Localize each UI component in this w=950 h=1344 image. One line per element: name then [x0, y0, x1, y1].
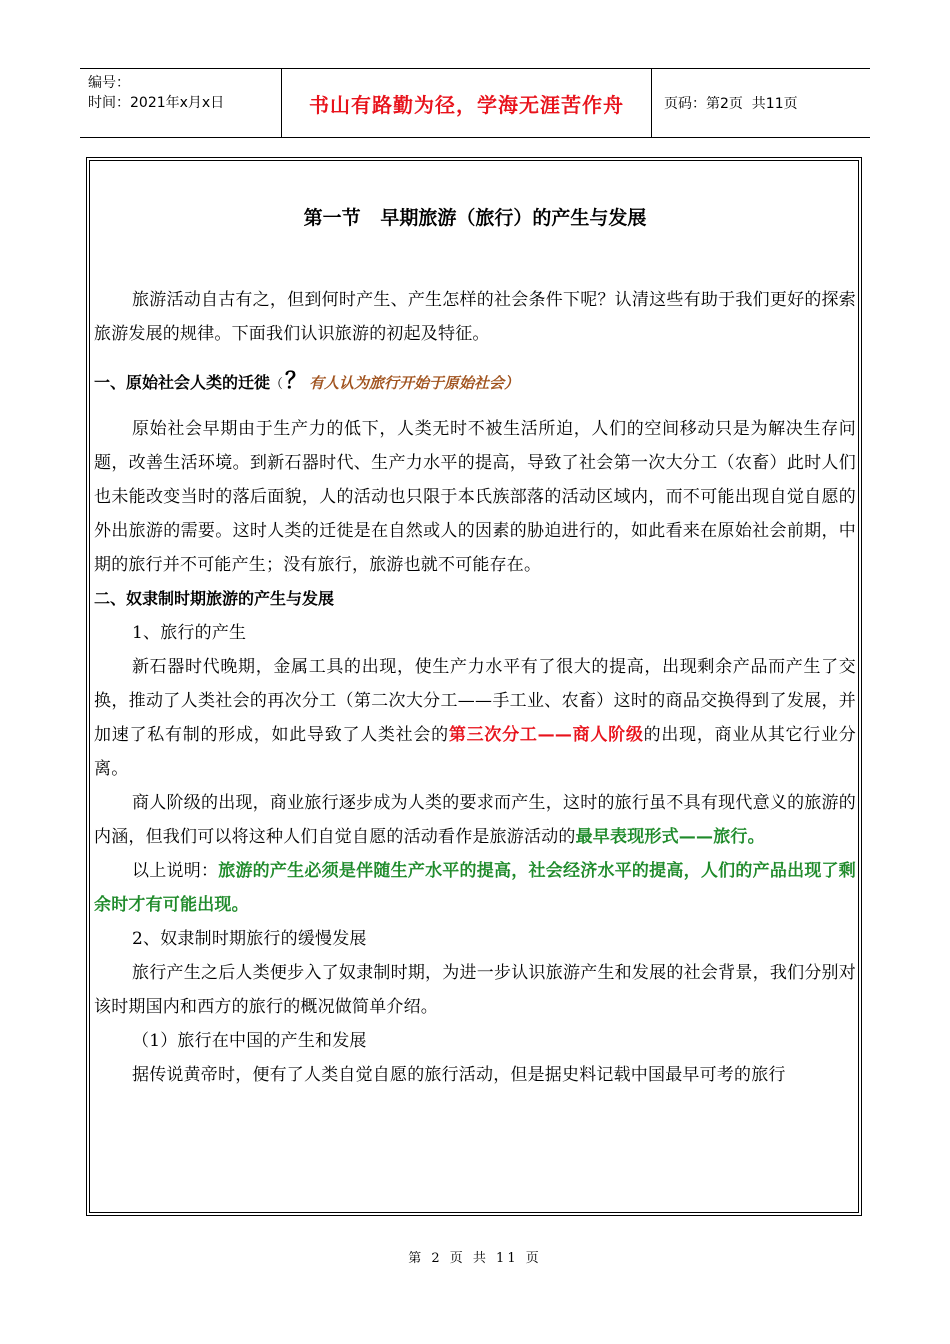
paragraph-3	[94, 854, 856, 922]
section1-body: 原始社会早期由于生产力的低下，人类无时不被生活所迫，人们的空间移动只是为解决生存问题，改善生活环境。到新石器时代、生产力水平的提高，导致了社会第一次大分工（农畜）此时人们也未能改变当时的落后面貌，人的活动也只限于本氏族部落的活动区域内，而不可能出现自觉自愿的外出旅游的需要。这时人类的迁徙是在自然或人的因素的胁迫进行的，如此看来在原始社会前期，中期的旅行并不可能产生；没有旅行，旅游也就不可能存在。	[94, 419, 856, 575]
paragraph-3-highlight: 旅游的产生必须是伴随生产水平的提高，社会经济水平的提高，人们的产品出现了剩余时才有可能出现。	[94, 861, 857, 915]
header-right-cell	[652, 69, 870, 137]
content-frame	[89, 160, 859, 1213]
section1-heading: 一、原始社会人类的迁徙	[94, 373, 271, 392]
page-info: 页码：第2页 共11页	[664, 96, 798, 112]
paragraph-2	[94, 786, 856, 854]
content-body	[94, 161, 856, 1092]
paragraph-2-text-a: 商人阶级的出现，商业旅行逐步成为人类的要求而产生，这时的旅行虽不具有现代意义的旅游的内涵，但我们可以将这种人们自觉自愿的活动看作是旅游活动的	[94, 793, 856, 847]
paragraph-3-text-a: 以上说明：	[132, 861, 219, 881]
paragraph-2-highlight: 最早表现形式——旅行。	[575, 827, 765, 847]
document-header	[80, 68, 870, 138]
section-title: 第一节 早期旅游（旅行）的产生与发展	[303, 207, 647, 229]
subheading-1: 1、旅行的产生	[132, 623, 247, 643]
time-label: 时间：2021年x月x日	[88, 95, 225, 111]
motto: 书山有路勤为径，学海无涯苦作舟	[282, 69, 652, 137]
intro-paragraph: 旅游活动自古有之，但到何时产生、产生怎样的社会条件下呢？认清这些有助于我们更好的探索旅游发展的规律。下面我们认识旅游的初起及特征。	[94, 290, 856, 344]
paragraph-1	[94, 650, 856, 786]
paragraph-5: 据传说黄帝时，便有了人类自觉自愿的旅行活动，但是据史料记载中国最早可考的旅行	[132, 1065, 786, 1085]
paragraph-1-text-b: 的出现，商业从其它行业分离。	[94, 725, 857, 779]
section1-heading-line	[94, 365, 856, 402]
question-mark: ？	[285, 369, 308, 394]
section1-note: 有人认为旅行开始于原始社会）	[309, 374, 520, 392]
paragraph-4: 旅行产生之后人类便步入了奴隶制时期，为进一步认识旅游产生和发展的社会背景，我们分别对该时期国内和西方的旅行的概况做简单介绍。	[94, 963, 856, 1017]
note-open-paren: （	[270, 377, 284, 392]
subheading-2: 2、奴隶制时期旅行的缓慢发展	[132, 929, 367, 949]
subheading-3: （1）旅行在中国的产生和发展	[132, 1031, 367, 1051]
section2-heading: 二、奴隶制时期旅游的产生与发展	[94, 589, 335, 608]
page-footer: 第 2 页 共 11 页	[408, 1251, 542, 1266]
paragraph-1-text-a: 新石器时代晚期，金属工具的出现，使生产力水平有了很大的提高，出现剩余产品而产生了交换，推动了人类社会的再次分工（第二次大分工——手工业、农畜）这时的商品交换得到了发展，并加速了私有制的形成，如此导致了人类社会的	[94, 657, 856, 745]
paragraph-1-highlight: 第三次分工——商人阶级	[448, 725, 644, 745]
header-left-cell	[80, 69, 282, 137]
number-label: 编号：	[88, 75, 130, 91]
